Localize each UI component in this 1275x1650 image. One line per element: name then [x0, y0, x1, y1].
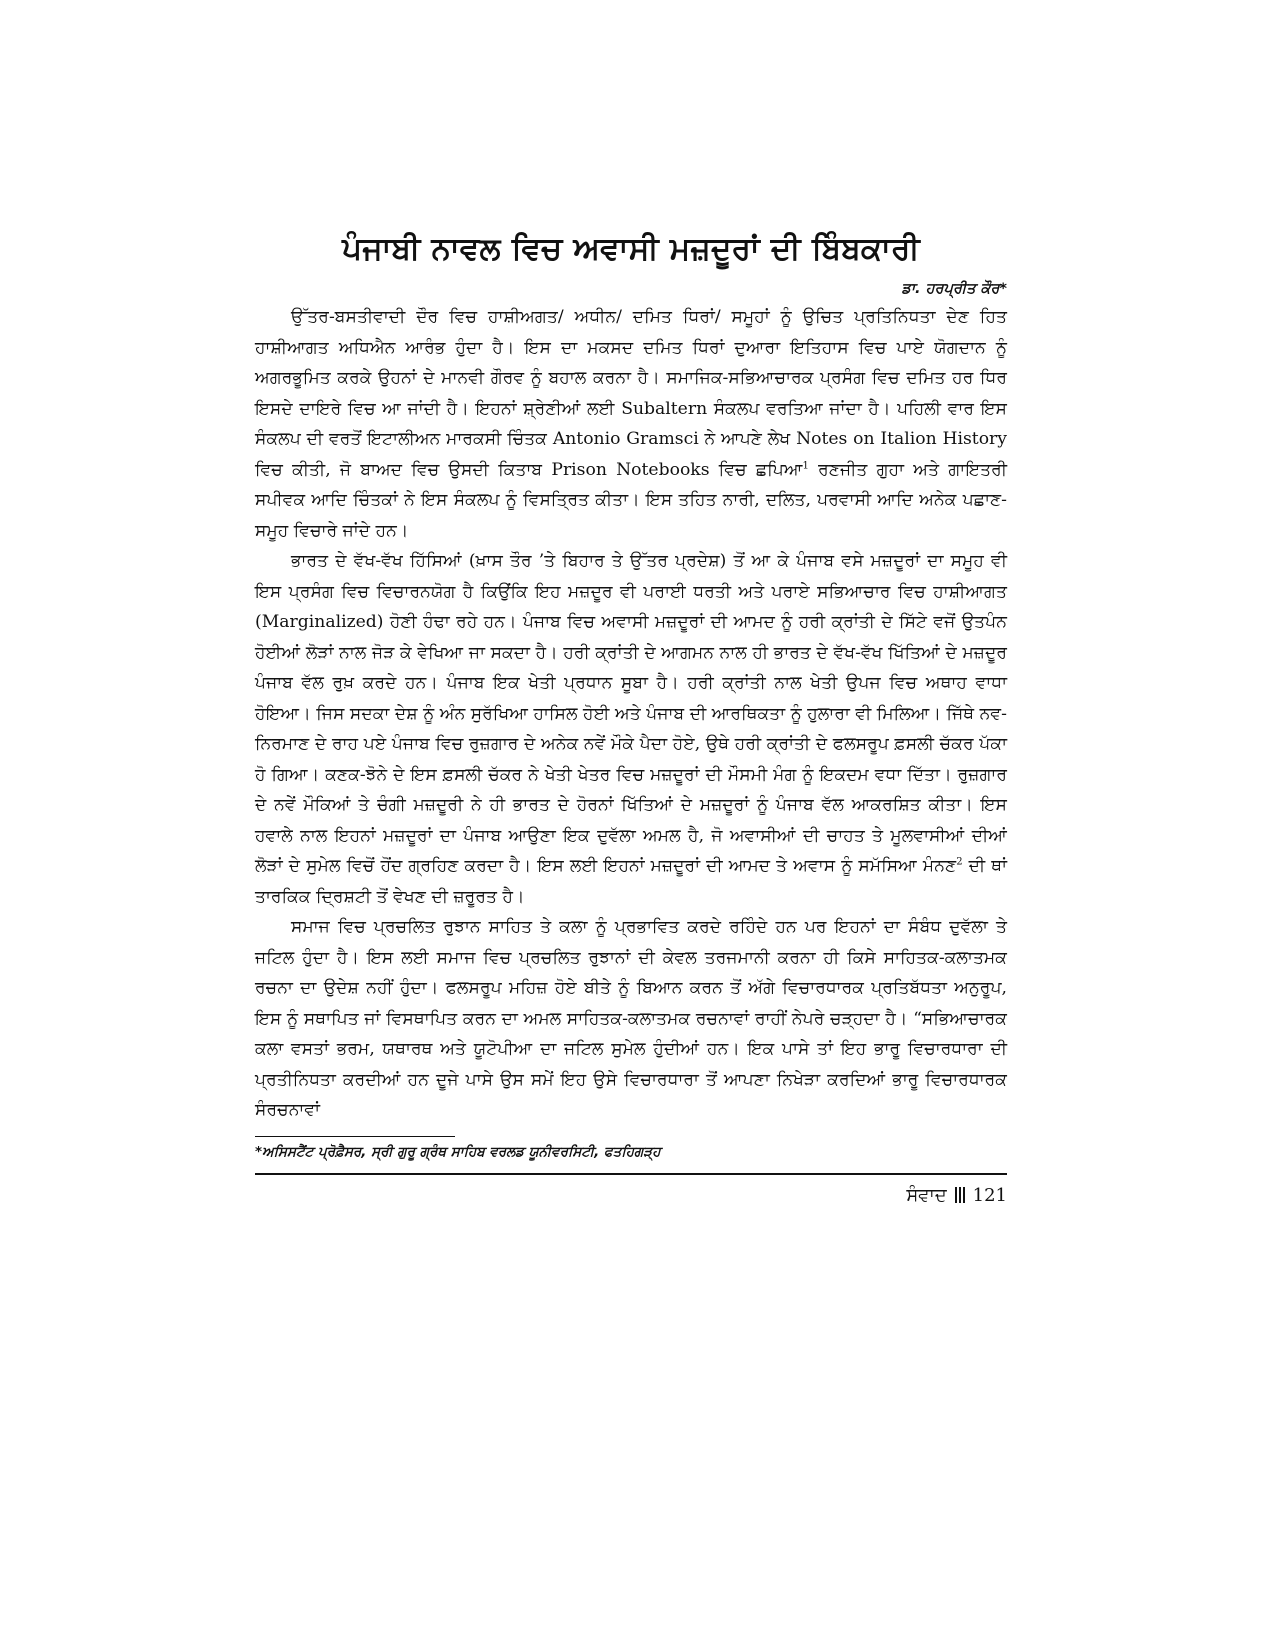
paragraph-text: ਉੱਤਰ-ਬਸਤੀਵਾਦੀ ਦੌਰ ਵਿਚ ਹਾਸ਼ੀਅਗਤ/ ਅਧੀਨ/ ਦਮਿਤ ਧਿਰਾਂ/ ਸਮੂਹਾਂ ਨੂੰ ਉਚਿਤ ਪ੍ਰਤਿਨਿਧਤਾ ਦੇਣ ਹਿਤ ਹਾਸ਼ੀਆਗਤ ਅਧਿਐਨ ਆਰੰਭ ਹੁੰਦਾ ਹੈ। ਇਸ ਦਾ ਮਕਸਦ ਦਮਿਤ ਧਿਰਾਂ ਦੁਆਰਾ ਇਤਿਹਾਸ ਵਿਚ ਪਾਏ ਯੋਗਦਾਨ ਨੂੰ ਅਗਰਭੂਮਿਤ ਕਰਕੇ ਉਹਨਾਂ ਦੇ ਮਾਨਵੀ ਗੌਰਵ ਨੂੰ ਬਹਾਲ ਕਰਨਾ ਹੈ। ਸਮਾਜਿਕ-ਸਭਿਆਚਾਰਕ ਪ੍ਰਸੰਗ ਵਿਚ ਦਮਿਤ ਹਰ ਧਿਰ ਇਸਦੇ ਦਾਇਰੇ ਵਿਚ ਆ ਜਾਂਦੀ ਹੈ। ਇਹਨਾਂ ਸ਼੍ਰੇਣੀਆਂ ਲਈ Subaltern ਸੰਕਲਪ ਵਰਤਿਆ ਜਾਂਦਾ ਹੈ। ਪਹਿਲੀ ਵਾਰ ਇਸ ਸੰਕਲਪ ਦੀ ਵਰਤੋਂ ਇਟਾਲੀਅਨ ਮਾਰਕਸੀ ਚਿੰਤਕ Antonio Gramsci ਨੇ ਆਪਣੇ ਲੇਖ Notes on Italion History ਵਿਚ ਕੀਤੀ, ਜੋ ਬਾਅਦ ਵਿਚ ਉਸਦੀ ਕਿਤਾਬ Prison Notebooks ਵਿਚ ਛਪਿਆ — [255, 307, 1007, 480]
page-folio — [255, 1183, 1007, 1211]
separator-bars-icon — [955, 1185, 967, 1211]
page-number: 121 — [972, 1184, 1007, 1206]
body-paragraph — [255, 302, 1007, 546]
paragraph-text: ਦੀ ਥਾਂ ਤਾਰਕਿਕ ਦ੍ਰਿਸ਼ਟੀ ਤੋਂ ਵੇਖਣ ਦੀ ਜ਼ਰੂਰਤ ਹੈ। — [255, 856, 1007, 907]
footnote-ref: 2 — [956, 856, 963, 868]
article-body — [255, 302, 1007, 1126]
body-paragraph — [255, 912, 1007, 1126]
page-footer-rule — [255, 1173, 1007, 1175]
journal-name: ਸੰਵਾਦ — [906, 1184, 947, 1206]
body-paragraph — [255, 546, 1007, 912]
footnote-divider — [255, 1136, 455, 1137]
journal-page — [255, 228, 1007, 1558]
author-name: ਡਾ. ਹਰਪ੍ਰੀਤ ਕੌਰ* — [901, 281, 1007, 297]
author-affiliation-footnote: *ਅਸਿਸਟੈਂਟ ਪ੍ਰੋਫ਼ੈਸਰ, ਸ੍ਰੀ ਗੁਰੂ ਗ੍ਰੰਥ ਸਾਹਿਬ ਵਰਲਡ ਯੂਨੀਵਰਸਿਟੀ, ਫਤਹਿਗੜ੍ਹ — [255, 1143, 661, 1160]
article-title: ਪੰਜਾਬੀ ਨਾਵਲ ਵਿਚ ਅਵਾਸੀ ਮਜ਼ਦੂਰਾਂ ਦੀ ਬਿੰਬਕਾਰੀ — [342, 231, 920, 267]
paragraph-text: ਭਾਰਤ ਦੇ ਵੱਖ-ਵੱਖ ਹਿੱਸਿਆਂ (ਖ਼ਾਸ ਤੌਰ ’ਤੇ ਬਿਹਾਰ ਤੇ ਉੱਤਰ ਪ੍ਰਦੇਸ਼) ਤੋਂ ਆ ਕੇ ਪੰਜਾਬ ਵਸੇ ਮਜ਼ਦੂਰਾਂ ਦਾ ਸਮੂਹ ਵੀ ਇਸ ਪ੍ਰਸੰਗ ਵਿਚ ਵਿਚਾਰਨਯੋਗ ਹੈ ਕਿਉਂਕਿ ਇਹ ਮਜ਼ਦੂਰ ਵੀ ਪਰਾਈ ਧਰਤੀ ਅਤੇ ਪਰਾਏ ਸਭਿਆਚਾਰ ਵਿਚ ਹਾਸ਼ੀਆਗਤ (Marginalized) ਹੋਣੀ ਹੰਢਾ ਰਹੇ ਹਨ। ਪੰਜਾਬ ਵਿਚ ਅਵਾਸੀ ਮਜ਼ਦੂਰਾਂ ਦੀ ਆਮਦ ਨੂੰ ਹਰੀ ਕ੍ਰਾਂਤੀ ਦੇ ਸਿੱਟੇ ਵਜੋਂ ਉਤਪੰਨ ਹੋਈਆਂ ਲੋੜਾਂ ਨਾਲ ਜੋੜ ਕੇ ਵੇਖਿਆ ਜਾ ਸਕਦਾ ਹੈ। ਹਰੀ ਕ੍ਰਾਂਤੀ ਦੇ ਆਗਮਨ ਨਾਲ ਹੀ ਭਾਰਤ ਦੇ ਵੱਖ-ਵੱਖ ਖਿੱਤਿਆਂ ਦੇ ਮਜ਼ਦੂਰ ਪੰਜਾਬ ਵੱਲ ਰੁਖ਼ ਕਰਦੇ ਹਨ। ਪੰਜਾਬ ਇਕ ਖੇਤੀ ਪ੍ਰਧਾਨ ਸੂਬਾ ਹੈ। ਹਰੀ ਕ੍ਰਾਂਤੀ ਨਾਲ ਖੇਤੀ ਉਪਜ ਵਿਚ ਅਥਾਹ ਵਾਧਾ ਹੋਇਆ। ਜਿਸ ਸਦਕਾ ਦੇਸ਼ ਨੂੰ ਅੰਨ ਸੁਰੱਖਿਆ ਹਾਸਿਲ ਹੋਈ ਅਤੇ ਪੰਜਾਬ ਦੀ ਆਰਥਿਕਤਾ ਨੂੰ ਹੁਲਾਰਾ ਵੀ ਮਿਲਿਆ। ਜਿੱਥੇ ਨਵ-ਨਿਰਮਾਣ ਦੇ ਰਾਹ ਪਏ ਪੰਜਾਬ ਵਿਚ ਰੁਜ਼ਗਾਰ ਦੇ ਅਨੇਕ ਨਵੇਂ ਮੌਕੇ ਪੈਦਾ ਹੋਏ, ਉਥੇ ਹਰੀ ਕ੍ਰਾਂਤੀ ਦੇ ਫਲਸਰੂਪ ਫ਼ਸਲੀ ਚੱਕਰ ਪੱਕਾ ਹੋ ਗਿਆ। ਕਣਕ-ਝੋਨੇ ਦੇ ਇਸ ਫ਼ਸਲੀ ਚੱਕਰ ਨੇ ਖੇਤੀ ਖੇਤਰ ਵਿਚ ਮਜ਼ਦੂਰਾਂ ਦੀ ਮੌਸਮੀ ਮੰਗ ਨੂੰ ਇਕਦਮ ਵਧਾ ਦਿੱਤਾ। ਰੁਜ਼ਗਾਰ ਦੇ ਨਵੇਂ ਮੌਕਿਆਂ ਤੇ ਚੰਗੀ ਮਜ਼ਦੂਰੀ ਨੇ ਹੀ ਭਾਰਤ ਦੇ ਹੋਰਨਾਂ ਖਿੱਤਿਆਂ ਦੇ ਮਜ਼ਦੂਰਾਂ ਨੂੰ ਪੰਜਾਬ ਵੱਲ ਆਕਰਸ਼ਿਤ ਕੀਤਾ। ਇਸ ਹਵਾਲੇ ਨਾਲ ਇਹਨਾਂ ਮਜ਼ਦੂਰਾਂ ਦਾ ਪੰਜਾਬ ਆਉਣਾ ਇਕ ਦੁਵੱਲਾ ਅਮਲ ਹੈ, ਜੋ ਅਵਾਸੀਆਂ ਦੀ ਚਾਹਤ ਤੇ ਮੂਲਵਾਸੀਆਂ ਦੀਆਂ ਲੋੜਾਂ ਦੇ ਸੁਮੇਲ ਵਿਚੋਂ ਹੋਂਦ ਗ੍ਰਹਿਣ ਕਰਦਾ ਹੈ। ਇਸ ਲਈ ਇਹਨਾਂ ਮਜ਼ਦੂਰਾਂ ਦੀ ਆਮਦ ਤੇ ਅਵਾਸ ਨੂੰ ਸਮੱਸਿਆ ਮੰਨਣ — [255, 551, 1007, 876]
footnote-ref: 1 — [802, 459, 809, 471]
paragraph-text: ਰਣਜੀਤ ਗੁਹਾ ਅਤੇ ਗਾਇਤਰੀ ਸਪੀਵਕ ਆਦਿ ਚਿੰਤਕਾਂ ਨੇ ਇਸ ਸੰਕਲਪ ਨੂੰ ਵਿਸਤ੍ਰਿਤ ਕੀਤਾ। ਇਸ ਤਹਿਤ ਨਾਰੀ, ਦਲਿਤ, ਪਰਵਾਸੀ ਆਦਿ ਅਨੇਕ ਪਛਾਣ-ਸਮੂਹ ਵਿਚਾਰੇ ਜਾਂਦੇ ਹਨ। — [255, 459, 1007, 541]
paragraph-text: ਸਮਾਜ ਵਿਚ ਪ੍ਰਚਲਿਤ ਰੁਝਾਨ ਸਾਹਿਤ ਤੇ ਕਲਾ ਨੂੰ ਪ੍ਰਭਾਵਿਤ ਕਰਦੇ ਰਹਿੰਦੇ ਹਨ ਪਰ ਇਹਨਾਂ ਦਾ ਸੰਬੰਧ ਦੁਵੱਲਾ ਤੇ ਜਟਿਲ ਹੁੰਦਾ ਹੈ। ਇਸ ਲਈ ਸਮਾਜ ਵਿਚ ਪ੍ਰਚਲਿਤ ਰੁਝਾਨਾਂ ਦੀ ਕੇਵਲ ਤਰਜਮਾਨੀ ਕਰਨਾ ਹੀ ਕਿਸੇ ਸਾਹਿਤਕ-ਕਲਾਤਮਕ ਰਚਨਾ ਦਾ ਉਦੇਸ਼ ਨਹੀਂ ਹੁੰਦਾ। ਫਲਸਰੂਪ ਮਹਿਜ਼ ਹੋਏ ਬੀਤੇ ਨੂੰ ਬਿਆਨ ਕਰਨ ਤੋਂ ਅੱਗੇ ਵਿਚਾਰਧਾਰਕ ਪ੍ਰਤਿਬੱਧਤਾ ਅਨੁਰੂਪ, ਇਸ ਨੂੰ ਸਥਾਪਿਤ ਜਾਂ ਵਿਸਥਾਪਿਤ ਕਰਨ ਦਾ ਅਮਲ ਸਾਹਿਤਕ-ਕਲਾਤਮਕ ਰਚਨਾਵਾਂ ਰਾਹੀਂ ਨੇਪਰੇ ਚੜ੍ਹਦਾ ਹੈ। “ਸਭਿਆਚਾਰਕ ਕਲਾ ਵਸਤਾਂ ਭਰਮ, ਯਥਾਰਥ ਅਤੇ ਯੂਟੋਪੀਆ ਦਾ ਜਟਿਲ ਸੁਮੇਲ ਹੁੰਦੀਆਂ ਹਨ। ਇਕ ਪਾਸੇ ਤਾਂ ਇਹ ਭਾਰੂ ਵਿਚਾਰਧਾਰਾ ਦੀ ਪ੍ਰਤੀਨਿਧਤਾ ਕਰਦੀਆਂ ਹਨ ਦੂਜੇ ਪਾਸੇ ਉਸ ਸਮੇਂ ਇਹ ਉਸੇ ਵਿਚਾਰਧਾਰਾ ਤੋਂ ਆਪਣਾ ਨਿਖੇੜਾ ਕਰਦਿਆਂ ਭਾਰੂ ਵਿਚਾਰਧਾਰਕ ਸੰਰਚਨਾਵਾਂ — [255, 917, 1007, 1120]
